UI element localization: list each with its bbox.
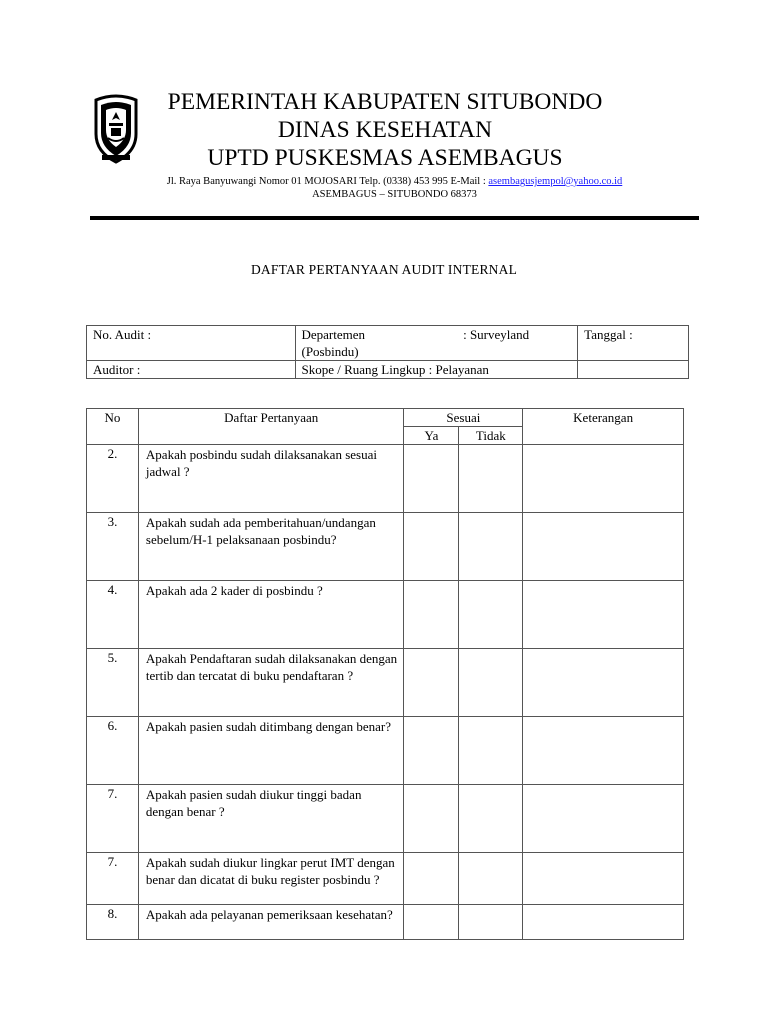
tidak-cell[interactable]: [459, 445, 523, 513]
row-question: Apakah ada pelayanan pemeriksaan kesehatan?: [138, 905, 404, 940]
letterhead-divider: [90, 216, 699, 220]
keterangan-cell[interactable]: [523, 853, 684, 905]
row-question: Apakah ada 2 kader di posbindu ?: [138, 581, 404, 649]
tidak-cell[interactable]: [459, 785, 523, 853]
row-question: Apakah sudah diukur lingkar perut IMT dengan benar dan dicatat di buku register posbindu ?: [138, 853, 404, 905]
departemen-cell: [295, 326, 578, 361]
row-question: Apakah pasien sudah diukur tinggi badan dengan benar ?: [138, 785, 404, 853]
table-row: [87, 581, 684, 649]
header-keterangan: Keterangan: [523, 409, 684, 445]
email-link[interactable]: asembagusjempol@yahoo.co.id: [488, 176, 623, 187]
ya-cell[interactable]: [404, 581, 459, 649]
departemen-label: Departemen: [301, 327, 366, 342]
ya-cell[interactable]: [404, 445, 459, 513]
ya-cell[interactable]: [404, 785, 459, 853]
header-no: No: [87, 409, 139, 445]
row-no: 8.: [87, 905, 139, 940]
ya-cell[interactable]: [404, 649, 459, 717]
tidak-cell[interactable]: [459, 649, 523, 717]
keterangan-cell[interactable]: [523, 513, 684, 581]
row-no: 6.: [87, 717, 139, 785]
keterangan-cell[interactable]: [523, 581, 684, 649]
document-title: DAFTAR PERTANYAAN AUDIT INTERNAL: [250, 262, 518, 277]
table-row: [87, 853, 684, 905]
keterangan-cell[interactable]: [523, 785, 684, 853]
header-tidak: Tidak: [459, 427, 523, 445]
tidak-cell[interactable]: [459, 905, 523, 940]
skope-cell: Skope / Ruang Lingkup : Pelayanan: [295, 361, 578, 379]
address-text: Jl. Raya Banyuwangi Nomor 01 MOJOSARI Telp. (0338) 453 995 E-Mail :: [166, 176, 489, 187]
tidak-cell[interactable]: [459, 581, 523, 649]
ya-cell[interactable]: [404, 905, 459, 940]
empty-cell: [578, 361, 689, 379]
row-question: Apakah pasien sudah ditimbang dengan benar?: [138, 717, 404, 785]
departemen-value-cont: (Posbindu): [301, 344, 359, 359]
header-ya: Ya: [404, 427, 459, 445]
keterangan-cell[interactable]: [523, 717, 684, 785]
keterangan-cell[interactable]: [523, 649, 684, 717]
keterangan-cell[interactable]: [523, 905, 684, 940]
header-sesuai: Sesuai: [404, 409, 523, 427]
auditor-cell: Auditor :: [87, 361, 296, 379]
row-no: 4.: [87, 581, 139, 649]
table-row: [87, 445, 684, 513]
tanggal-cell: Tanggal :: [578, 326, 689, 361]
row-question: Apakah sudah ada pemberitahuan/undangan sebelum/H-1 pelaksanaan posbindu?: [138, 513, 404, 581]
letterhead-line-1: PEMERINTAH KABUPATEN SITUBONDO: [167, 89, 603, 115]
audit-info-table: [86, 325, 689, 379]
letterhead-line-3: UPTD PUSKESMAS ASEMBAGUS: [207, 145, 563, 171]
ya-cell[interactable]: [404, 513, 459, 581]
ya-cell[interactable]: [404, 853, 459, 905]
kabupaten-situbondo-emblem-icon: [90, 94, 142, 164]
no-audit-cell: No. Audit :: [87, 326, 296, 361]
row-no: 2.: [87, 445, 139, 513]
table-row: [87, 513, 684, 581]
letterhead-address-line-2: ASEMBAGUS – SITUBONDO 68373: [312, 189, 477, 200]
tidak-cell[interactable]: [459, 717, 523, 785]
audit-questions-table: [86, 408, 684, 940]
departemen-value: : Surveyland: [463, 327, 530, 342]
ya-cell[interactable]: [404, 717, 459, 785]
table-row: [87, 649, 684, 717]
letterhead-address-line-1: [90, 175, 699, 188]
row-no: 7.: [87, 785, 139, 853]
table-row: [87, 717, 684, 785]
tidak-cell[interactable]: [459, 853, 523, 905]
row-question: Apakah Pendaftaran sudah dilaksanakan dengan tertib dan tercatat di buku pendaftaran ?: [138, 649, 404, 717]
table-row: [87, 905, 684, 940]
row-no: 3.: [87, 513, 139, 581]
row-question: Apakah posbindu sudah dilaksanakan sesuai jadwal ?: [138, 445, 404, 513]
table-row: [87, 785, 684, 853]
letterhead-line-2: DINAS KESEHATAN: [277, 117, 493, 143]
tidak-cell[interactable]: [459, 513, 523, 581]
row-no: 5.: [87, 649, 139, 717]
keterangan-cell[interactable]: [523, 445, 684, 513]
header-question: Daftar Pertanyaan: [138, 409, 404, 445]
row-no: 7.: [87, 853, 139, 905]
